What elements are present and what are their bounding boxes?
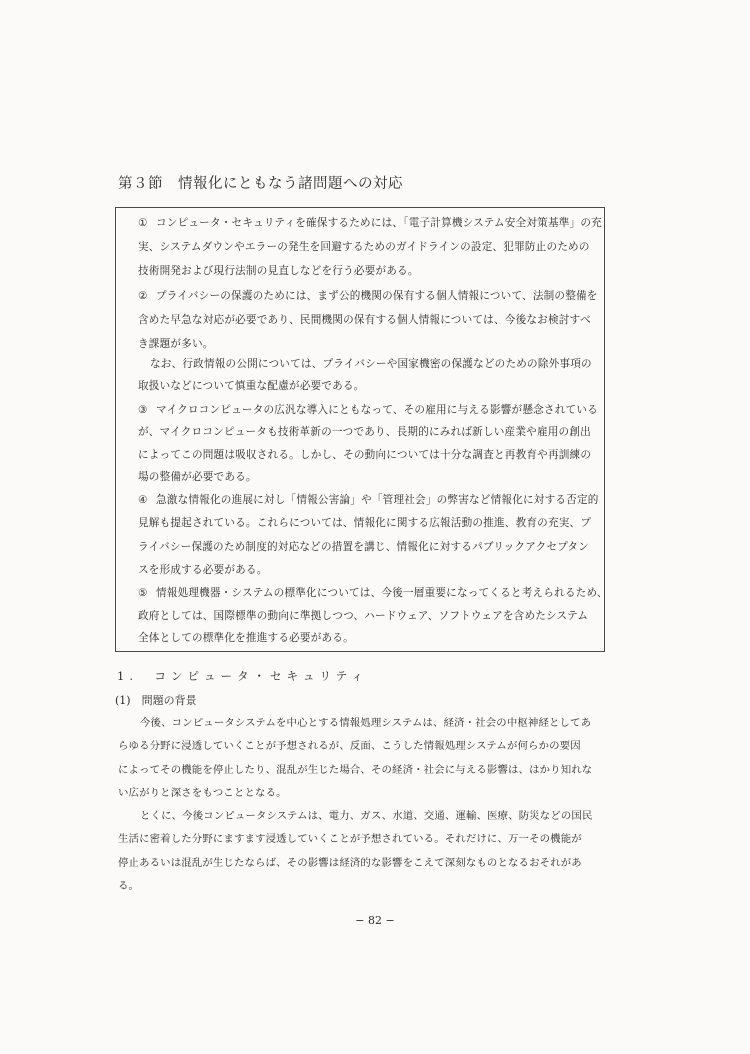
summary-item-1-line-3: 技術開発および現行法制の見直しなどを行う必要がある。: [138, 265, 419, 277]
section-title: 第３節 情報化にともなう諸問題への対応: [118, 176, 403, 192]
paragraph-2-line-4: る。: [118, 880, 140, 892]
item-3-marker: ③: [138, 404, 148, 416]
summary-item-4-line-2: 見解も提起されている。これらについては、情報化に関する広報活動の推進、教育の充実、プ: [138, 517, 592, 529]
summary-item-5-line-1: ⑤ 情報処理機器・システムの標準化については、今後一層重要になってくると考えられるため、: [138, 587, 608, 599]
summary-item-3-line-2: が、マイクロコンピュータも技術革新の一つであり、長期的にみれば新しい産業や雇用の創出: [138, 426, 591, 438]
paragraph-2-line-2: 生活に密着した分野にますます浸透していくことが予想されている。それだけに、万一その機能が: [118, 833, 582, 845]
summary-item-4-line-3: ライバシー保護のため制度的対応などの措置を講じ、情報化に対するパブリックアクセプタン: [138, 541, 589, 553]
summary-item-2-line-3: き課題が多い。: [138, 338, 214, 350]
item-4-marker: ④: [138, 494, 148, 506]
subsection-title: 1. コンピュータ・セキュリティ: [117, 669, 368, 683]
summary-item-3-line-4: 場の整備が必要である。: [138, 471, 257, 483]
paragraph-1-line-4: い広がりと深さをもつこととなる。: [118, 787, 287, 799]
summary-item-5-line-2: 政府としては、国際標準の動向に準拠しつつ、ハードウェア、ソフトウェアを含めたシステム: [138, 610, 589, 622]
summary-item-5-line-3: 全体としての標準化を推進する必要がある。: [138, 632, 354, 644]
paragraph-1-line-2: らゆる分野に浸透していくことが予想されるが、反面、こうした情報処理システムが何らかの要因: [118, 740, 581, 752]
paragraph-2-line-3: 停止あるいは混乱が生じたならば、その影響は経済的な影響をこえて深刻なものとなるおそれがあ: [118, 857, 582, 869]
paragraph-1-line-3: によってその機能を停止したり、混乱が生じた場合、その経済・社会に与える影響は、はかり知れな: [118, 764, 593, 776]
summary-note-line-2: 取扱いなどについて慎重な配慮が必要である。: [138, 380, 365, 392]
paragraph-1-line-1: 今後、コンピュータシステムを中心とする情報処理システムは、経済・社会の中枢神経としてあ: [140, 717, 592, 729]
item-5-marker: ⑤: [138, 587, 148, 599]
paragraph-2-line-1: とくに、今後コンピュータシステムは、電力、ガス、水道、交通、運輸、医療、防災などの国民: [140, 810, 593, 822]
summary-item-3-line-3: によってこの問題は吸収される。しかし、その動向については十分な調査と再教育や再訓練の: [138, 449, 592, 461]
summary-item-4-line-1: ④ 急激な情報化の進展に対し「情報公害論」や「管理社会」の弊害など情報化に対する否定的: [138, 494, 599, 506]
summary-item-1-line-1: ① コンピュータ・セキュリティを確保するためには、「電子計算機システム安全対策基準」の充: [138, 217, 602, 229]
summary-item-2-line-2: 含めた早急な対応が必要であり、民間機関の保有する個人情報については、今後なお検討すべ: [138, 314, 591, 326]
summary-item-4-line-4: スを形成する必要がある。: [138, 564, 268, 576]
item-1-marker: ①: [138, 217, 148, 229]
subsection-subtitle: (1) 問題の背景: [115, 694, 197, 707]
summary-note-line-1: なお、行政情報の公開については、プライバシーや国家機密の保護などのための除外事項の: [150, 358, 592, 370]
page-number: − 82 −: [355, 914, 395, 927]
item-2-marker: ②: [138, 290, 148, 302]
summary-item-2-line-1: ② プライバシーの保護のためには、まず公的機関の保有する個人情報について、法制の整備を: [138, 290, 598, 302]
summary-item-3-line-1: ③ マイクロコンピュータの広汎な導入にともなって、その雇用に与える影響が懸念されている: [138, 404, 598, 416]
summary-item-1-line-2: 実、システムダウンやエラーの発生を回避するためのガイドラインの設定、犯罪防止のための: [138, 241, 590, 253]
